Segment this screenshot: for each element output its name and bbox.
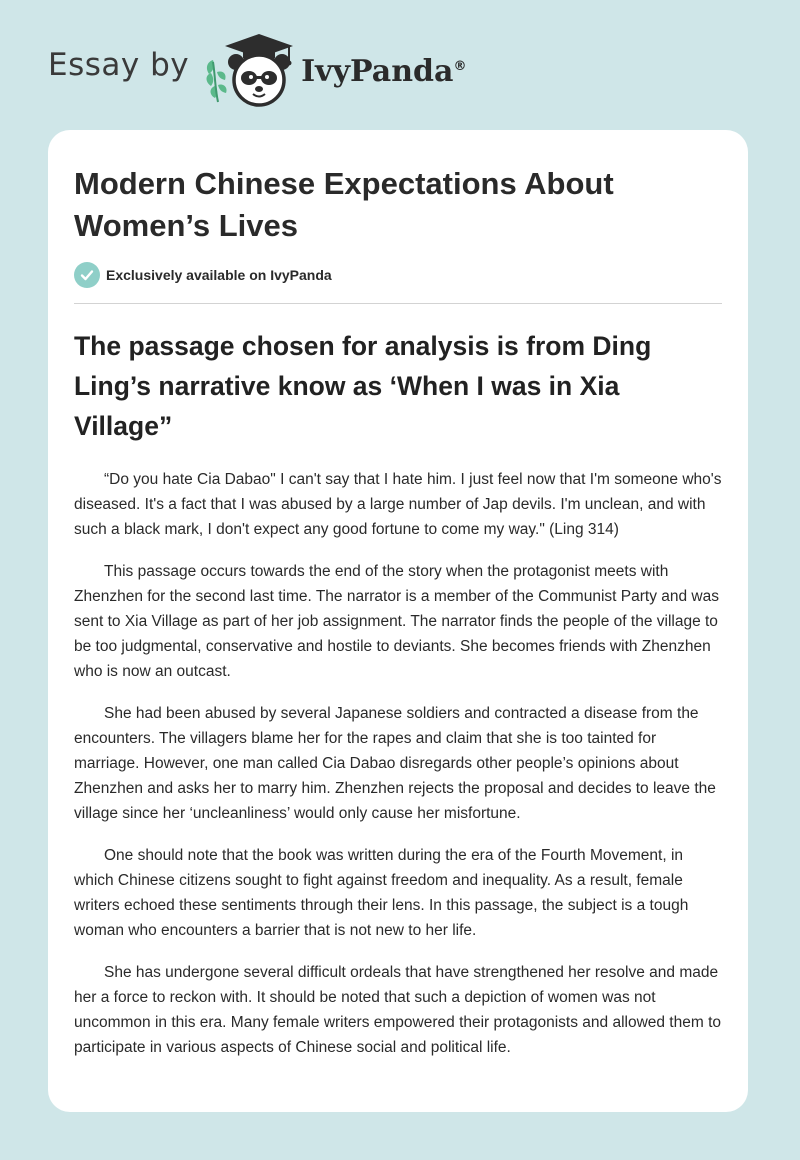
- check-circle-icon: [74, 262, 100, 288]
- essay-paragraph: She had been abused by several Japanese soldiers and contracted a disease from the encounters. The villagers blame her for the rapes and claim that she is too tainted for marriage. However, one man called Cia Dabao disregards other people’s opinions about Zhenzhen and asks her to marry him. Zhenzhen rejects the proposal and decides to leave the village since her ‘uncleanliness’ would only cause her misfortune.: [74, 705, 716, 822]
- brand-header: [48, 28, 468, 108]
- essay-paragraph: She has undergone several difficult ordeals that have strengthened her resolve and made her a force to reckon with. It should be noted that such a depiction of women was not uncommon in this era. Many female writers empowered their protagonists and allowed them to participate in various aspects of Chinese social and political life.: [74, 964, 722, 1056]
- brand-name-text: IvyPanda: [301, 53, 454, 89]
- leaf-icon: [207, 60, 227, 102]
- essay-paragraph: One should note that the book was written during the era of the Fourth Movement, in which Chinese citizens sought to fight against freedom and inequality. As a result, female writers echoed these sentiments through their lens. In this passage, the subject is a tough woman who encounters a barrier that is not new to her life.: [74, 847, 689, 939]
- essay-paragraph: “Do you hate Cia Dabao" I can't say that I hate him. I just feel now that I'm someone who's diseased. It's a fact that I was abused by a large number of Jap devils. I'm unclean, and with such a black mark, I don't expect any good fortune to come my way." (Ling 314): [74, 471, 722, 538]
- brand-name: [301, 54, 466, 89]
- title-divider: [74, 303, 722, 304]
- exclusive-badge: [74, 261, 332, 289]
- panda-logo-icon: [203, 28, 295, 108]
- registered-mark: ®: [453, 58, 467, 74]
- exclusive-badge-label: Exclusively available on IvyPanda: [106, 267, 332, 283]
- brand-prefix: Essay by: [48, 47, 190, 83]
- essay-card: [48, 130, 748, 1112]
- essay-body: [74, 467, 724, 1077]
- essay-paragraph: This passage occurs towards the end of the story when the protagonist meets with Zhenzhen for the second last time. The narrator is a member of the Communist Party and was sent to Xia Village as part of her job assignment. The narrator finds the people of the village to be too judgmental, conservative and hostile to deviants. She becomes friends with Zhenzhen who is now an outcast.: [74, 563, 719, 680]
- section-heading: The passage chosen for analysis is from Ding Ling’s narrative know as ‘When I was in Xia Village”: [74, 331, 652, 441]
- essay-title: Modern Chinese Expectations About Women’s Lives: [74, 166, 614, 243]
